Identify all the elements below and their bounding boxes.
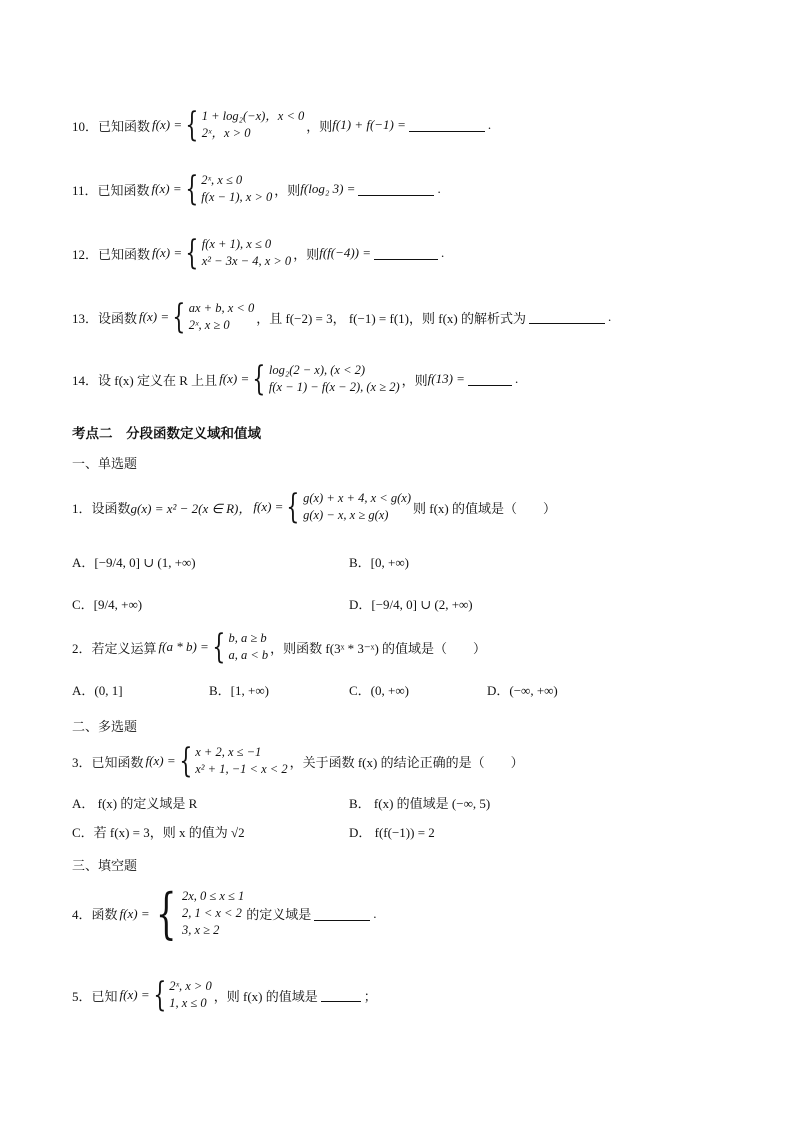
option-c[interactable]: C．若 f(x) = 3，则 x 的值为 √2	[72, 825, 245, 840]
option-c[interactable]: C．[9/4, +∞)	[72, 597, 143, 612]
piecewise-function: f(x) = { 2ˣ, x ≤ 0 f(x − 1), x > 0	[151, 169, 273, 209]
option-d[interactable]: D．(−∞, +∞)	[487, 683, 558, 698]
piecewise-function: f(x) = { 2x, 0 ≤ x ≤ 1 2, 1 < x < 2 3, x ≥ 2	[119, 881, 245, 945]
question-13: 13． 设函数 f(x) = { ax + b, x < 0 2ˣ, x ≥ 0 ，且 f(−2) = 3， f(−1) = f(1)，则 f(x) 的解析式为 .	[72, 297, 612, 337]
answer-blank[interactable]	[529, 310, 605, 324]
problem-1: 1． 设函数 g(x) = x² − 2(x ∈ R)， f(x) = { g(x) + x + 4, x < g(x) g(x) − x, x ≥ g(x) 则 f(x) 的值域是（ ）	[72, 487, 556, 527]
problem-5: 5． 已知 f(x) = { 2ˣ, x > 0 1, x ≤ 0 ，则 f(x) 的值域是 ；	[72, 975, 377, 1015]
answer-blank[interactable]	[358, 182, 434, 196]
option-b[interactable]: B．[0, +∞)	[349, 555, 409, 570]
answer-blank[interactable]	[468, 372, 512, 386]
piecewise-function: f(a * b) = { b, a ≥ b a, a < b	[158, 627, 269, 667]
piecewise-function: f(x) = { 1 + log₂(−x)，x < 0 2ˣ，x > 0	[152, 105, 305, 145]
option-d[interactable]: D．[−9/4, 0] ∪ (2, +∞)	[349, 597, 473, 612]
answer-blank[interactable]	[321, 988, 361, 1002]
piecewise-function: f(x) = { ax + b, x < 0 2ˣ, x ≥ 0	[139, 297, 255, 337]
section-heading: 考点二 分段函数定义域和值域	[72, 426, 261, 441]
option-a[interactable]: A． f(x) 的定义域是 R	[72, 796, 198, 811]
option-b[interactable]: B． f(x) 的值域是 (−∞, 5)	[349, 796, 491, 811]
problem-3: 3． 已知函数 f(x) = { x + 2, x ≤ −1 x² + 1, −1 < x < 2 ，关于函数 f(x) 的结论正确的是（ ）	[72, 741, 524, 781]
part-heading-single-choice: 一、单选题	[72, 456, 138, 471]
piecewise-function: f(x) = { 2ˣ, x > 0 1, x ≤ 0	[119, 975, 212, 1015]
answer-blank[interactable]	[374, 246, 438, 260]
piecewise-function: f(x) = { g(x) + x + 4, x < g(x) g(x) − x, x ≥ g(x)	[253, 487, 411, 527]
option-c[interactable]: C．(0, +∞)	[349, 683, 409, 698]
option-b[interactable]: B．[1, +∞)	[209, 683, 269, 698]
question-10: 10． 已知函数 f(x) = { 1 + log₂(−x)，x < 0 2ˣ，x > 0 ，则 f(1) + f(−1) = .	[72, 105, 492, 145]
option-a[interactable]: A．(0, 1]	[72, 683, 123, 698]
answer-blank[interactable]	[314, 907, 370, 921]
problem-2: 2． 若定义运算 f(a * b) = { b, a ≥ b a, a < b ，则函数 f(3ˣ * 3⁻ˣ) 的值域是（ ）	[72, 627, 487, 667]
piecewise-function: f(x) = { x + 2, x ≤ −1 x² + 1, −1 < x < 2	[145, 741, 288, 781]
piecewise-function: f(x) = { log₂(2 − x), (x < 2) f(x − 1) − f(x − 2), (x ≥ 2)	[219, 359, 400, 399]
question-11: 11． 已知函数 f(x) = { 2ˣ, x ≤ 0 f(x − 1), x > 0 ，则 f(log₂ 3) = .	[72, 169, 441, 209]
answer-blank[interactable]	[409, 118, 485, 132]
problem-4: 4． 函数 f(x) = { 2x, 0 ≤ x ≤ 1 2, 1 < x < 2 3, x ≥ 2 的定义域是 .	[72, 881, 377, 945]
option-a[interactable]: A．[−9/4, 0] ∪ (1, +∞)	[72, 555, 196, 570]
question-12: 12． 已知函数 f(x) = { f(x + 1), x ≤ 0 x² − 3x − 4, x > 0 ，则 f(f(−4)) = .	[72, 233, 445, 273]
option-d[interactable]: D． f(f(−1)) = 2	[349, 825, 435, 840]
part-heading-multi-choice: 二、多选题	[72, 719, 138, 734]
part-heading-fill-blank: 三、填空题	[72, 858, 138, 873]
question-14: 14． 设 f(x) 定义在 R 上且 f(x) = { log₂(2 − x), (x < 2) f(x − 1) − f(x − 2), (x ≥ 2) ，则 f(13) = .	[72, 359, 519, 399]
piecewise-function: f(x) = { f(x + 1), x ≤ 0 x² − 3x − 4, x > 0	[152, 233, 292, 273]
